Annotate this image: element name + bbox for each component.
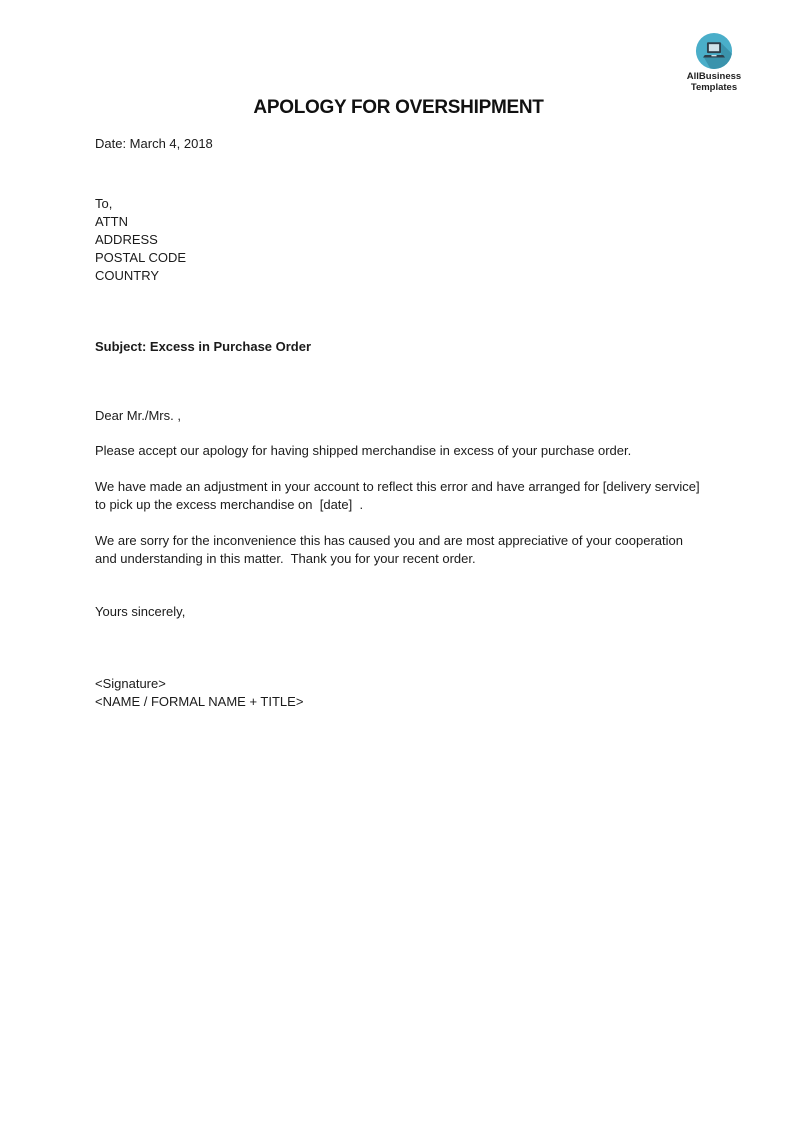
recipient-line-to: To, — [95, 196, 113, 211]
recipient-line-country: COUNTRY — [95, 268, 160, 283]
body-paragraph: We have made an adjustment in your account to reflect this error and have arranged for [delivery service] to pick up the excess merchandise on [date] . — [95, 479, 704, 512]
salutation: Dear Mr./Mrs. , — [95, 408, 181, 423]
body-paragraph: We are sorry for the inconvenience this has caused you and are most appreciative of your cooperation and understanding in this matter. Thank you for your recent order. — [95, 533, 687, 566]
name-title-placeholder: <NAME / FORMAL NAME + TITLE> — [95, 694, 304, 709]
date-line: Date: March 4, 2018 — [95, 136, 213, 151]
letter-body — [95, 0, 702, 711]
logo-wordmark-line2: Templates — [690, 82, 738, 93]
letter-title: APOLOGY FOR OVERSHIPMENT — [253, 97, 544, 118]
signature-block — [95, 675, 702, 711]
subject-line: Subject: Excess in Purchase Order — [95, 339, 312, 354]
signature-placeholder: <Signature> — [95, 676, 166, 691]
recipient-line-postal-code: POSTAL CODE — [95, 250, 187, 265]
recipient-block — [95, 195, 702, 285]
closing-line: Yours sincerely, — [95, 604, 186, 619]
body-paragraph: Please accept our apology for having shipped merchandise in excess of your purchase order. — [95, 443, 632, 458]
recipient-line-address: ADDRESS — [95, 232, 158, 247]
recipient-line-attn: ATTN — [95, 214, 128, 229]
logo-wordmark-line1: AllBusiness — [686, 71, 742, 82]
